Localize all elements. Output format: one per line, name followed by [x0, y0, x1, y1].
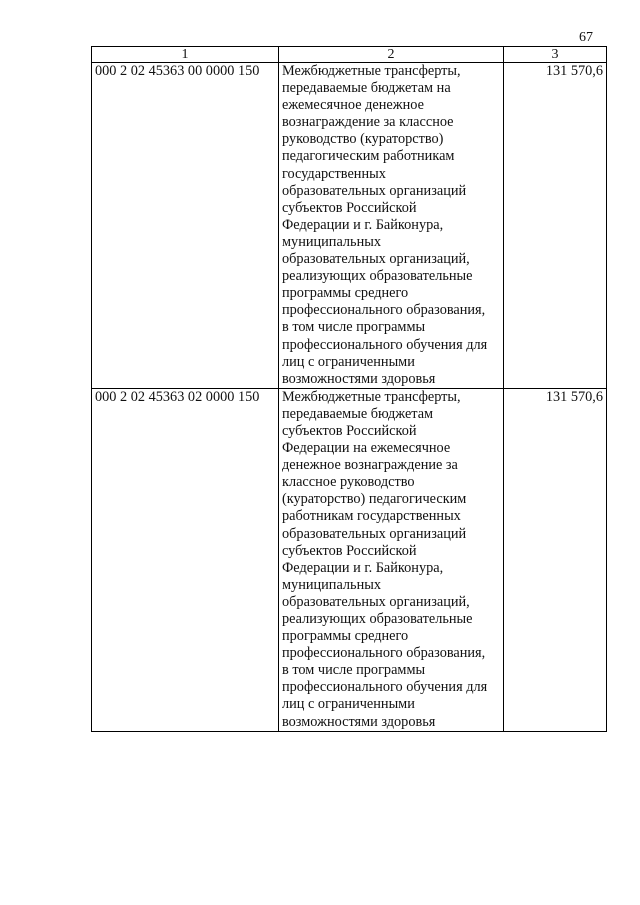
table-row — [92, 388, 607, 731]
description-line: профессионального обучения для — [282, 336, 488, 353]
description-line: образовательных организаций — [282, 182, 467, 199]
budget-table — [91, 46, 607, 732]
description-line: профессионального образования, — [282, 302, 486, 319]
description-line: руководство (кураторство) — [282, 131, 444, 148]
table-row — [92, 63, 607, 389]
description-line: реализующих образовательные — [282, 268, 473, 285]
budget-code-cell: 000 2 02 45363 02 0000 150 — [92, 388, 279, 731]
amount-cell: 131 570,6 — [504, 388, 607, 731]
description-cell — [279, 63, 504, 389]
description-line: муниципальных — [282, 576, 381, 593]
description-line: возможностями здоровья — [282, 713, 436, 730]
description-line: классное руководство — [282, 474, 415, 491]
description-line: Федерации и г. Байконура, — [282, 216, 444, 233]
description-line: Федерации на ежемесячное — [282, 440, 451, 457]
description-line: субъектов Российской — [282, 542, 417, 559]
description-line: субъектов Российской — [282, 199, 417, 216]
column-header-2: 2 — [279, 47, 504, 63]
description-line: образовательных организаций, — [282, 593, 470, 610]
table-header-row — [92, 47, 607, 63]
budget-code-cell: 000 2 02 45363 00 0000 150 — [92, 63, 279, 389]
description-line: ежемесячное денежное — [282, 97, 424, 114]
table-body — [92, 63, 607, 732]
description-line: лиц с ограниченными — [282, 353, 415, 370]
amount-cell: 131 570,6 — [504, 63, 607, 389]
description-line: образовательных организаций — [282, 525, 467, 542]
description-line: лиц с ограниченными — [282, 696, 415, 713]
description-line: субъектов Российской — [282, 422, 417, 439]
description-line: (кураторство) педагогическим — [282, 491, 467, 508]
page-number: 67 — [579, 30, 593, 45]
description-line: Федерации и г. Байконура, — [282, 559, 444, 576]
description-line: профессионального обучения для — [282, 679, 488, 696]
description-line: программы среднего — [282, 628, 409, 645]
column-header-3: 3 — [504, 47, 607, 63]
description-line: возможностями здоровья — [282, 370, 436, 387]
description-line: передаваемые бюджетам — [282, 405, 434, 422]
description-line: в том числе программы — [282, 662, 426, 679]
description-line: государственных — [282, 165, 386, 182]
description-line: Межбюджетные трансферты, — [282, 388, 461, 405]
description-line: педагогическим работникам — [282, 148, 455, 165]
description-cell — [279, 388, 504, 731]
description-line: денежное вознаграждение за — [282, 457, 458, 474]
description-line: Межбюджетные трансферты, — [282, 63, 461, 79]
description-line: профессионального образования, — [282, 645, 486, 662]
description-line: образовательных организаций, — [282, 251, 470, 268]
description-line: реализующих образовательные — [282, 611, 473, 627]
description-line: программы среднего — [282, 285, 409, 302]
description-line: вознаграждение за классное — [282, 114, 454, 131]
description-line: работникам государственных — [282, 508, 461, 525]
column-header-1: 1 — [92, 47, 279, 63]
description-line: муниципальных — [282, 233, 381, 250]
description-line: передаваемые бюджетам на — [282, 80, 451, 97]
description-line: в том числе программы — [282, 319, 426, 336]
